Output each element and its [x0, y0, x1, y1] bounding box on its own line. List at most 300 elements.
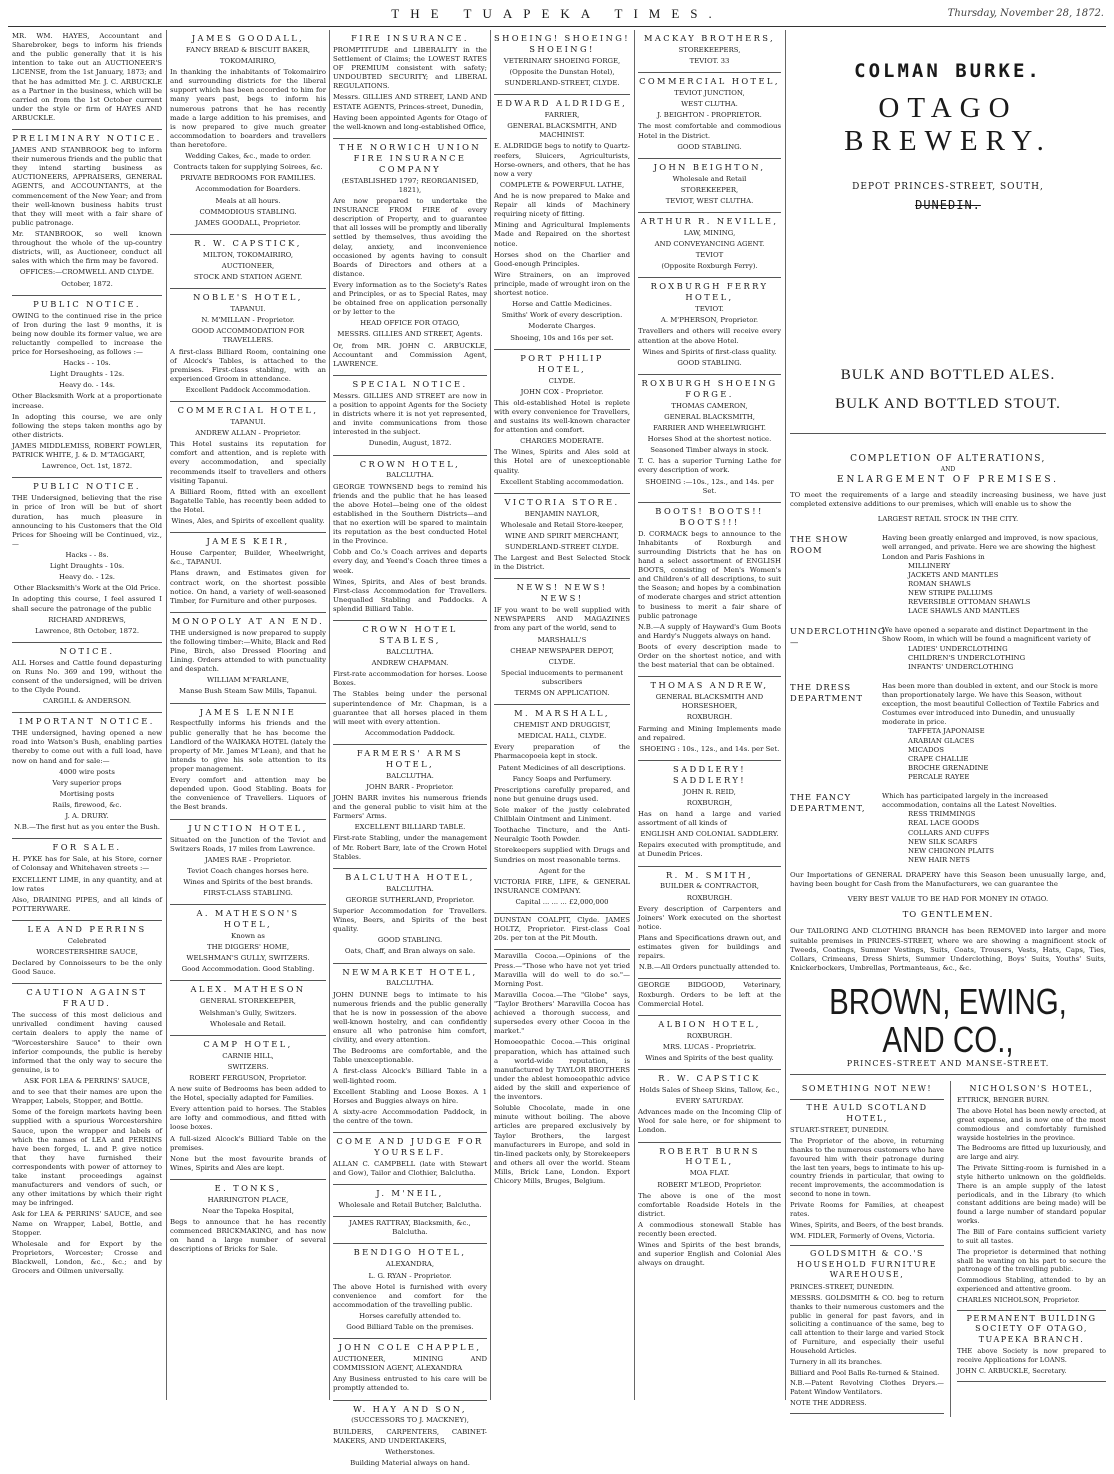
ad-text: Ask for LEA & PERRINS' SAUCE, and see Name on Wrapper, Label, Bottle, and Stopper.: [12, 1210, 162, 1237]
ad-text: Boots of every description made to Order on the shortest notice, and with the best material that can be obtained.: [638, 642, 781, 670]
ad-text: In thanking the inhabitants of Tokomairiro and surrounding districts for the liberal support which has been accorded to him for many years past, begs to inform his numerous patrons that he has recently made a large addition to his premises, and is now prepared to give much greater accommodation to boarders and travellers than heretofore.: [170, 68, 326, 150]
ad-text: Accommodation for Boarders.: [195, 185, 301, 194]
ad-text: SHOEING : 10s., 12s., and 14s. per Set.: [639, 744, 780, 753]
ad-text: JAMES MIDDLEMISS, ROBERT FOWLER, PATRICK WHITE, J. & D. M'TAGGART,: [12, 442, 162, 460]
advertisement: [333, 1133, 487, 1185]
advertisement: [494, 494, 630, 580]
ad-text: Messrs. GILLIES AND STREET are now in a position to appoint Agents for the Society in districts where it is not yet represented, and invite communications from those interested in the subject.: [333, 391, 487, 437]
ad-text: DUNSTAN COALPIT, Clyde. JAMES HOLTZ, Proprietor. First-class Coal 20s. per ton at the Pit Mouth.: [494, 916, 630, 943]
department-item: PERCALE RAYEE: [908, 772, 970, 781]
ad-text: A commodious stonewall Stable has recently been erected.: [638, 1220, 781, 1239]
ad-heading: JOHN BEIGHTON,: [653, 161, 766, 172]
ad-text: GOOD STABLING.: [377, 936, 443, 945]
ad-text: ANDREW ALLAN - Proprietor.: [195, 429, 301, 438]
newspaper-title: THE TUAPEKA TIMES.: [391, 6, 723, 21]
ad-heading: E. TONKS,: [214, 1182, 282, 1193]
ad-text: In adopting this course, I feel assured I shall secure the patronage of the public: [12, 595, 162, 613]
advertisement: [170, 981, 326, 1035]
ad-text: GENERAL BLACKSMITH, AND MACHINIST.: [507, 122, 617, 140]
ad-text: Repairs executed with promptitude, and at Dunedin Prices.: [638, 841, 781, 859]
ad-text: WILLIAM M'FARLANE,: [207, 676, 289, 685]
advertisement: [170, 704, 326, 820]
ad-text: Every description of Carpenters and Joiners' Work executed on the shortest notice.: [638, 904, 781, 931]
ad-heading: JAMES GOODALL,: [191, 33, 305, 43]
column-rule: [166, 30, 167, 1400]
ad-text: Or, from MR. JOHN C. ARBUCKLE, Accountant and Commission Agent, LAWRENCE.: [333, 341, 487, 368]
ad-heading: ARTHUR R. NEVILLE,: [640, 216, 779, 227]
ad-text: Teviot Coach changes horses here.: [187, 866, 309, 875]
ad-text: Storekeepers supplied with Drugs and Sundries on most reasonable terms.: [494, 846, 630, 864]
ad-text: Welshman's Gully, Switzers.: [199, 1008, 297, 1017]
issue-date: Thursday, November 28, 1872.: [947, 8, 1104, 19]
department-item: NEW CHIGNON PLAITS: [908, 846, 994, 855]
advertisement: [333, 1339, 487, 1400]
ad-heading: CROWN HOTEL,: [359, 458, 461, 469]
ad-text: E. ALDRIDGE begs to notify to Quartz-reefers, Sluicers, Agriculturists, Horse-owners, and others, that he has now a very: [494, 142, 630, 178]
ad-text: EVERY SATURDAY.: [675, 1097, 744, 1106]
ad-text: Begs to announce that he has recently commenced BRICKMAKING, and has now on hand a large number of several descriptions of Bricks for Sale.: [170, 1218, 326, 1254]
department-item: CRAPE CHALLIE: [908, 754, 969, 763]
enlargement-heading: ENLARGEMENT OF PREMISES.: [836, 475, 1060, 485]
ad-text: Turnery in all its branches.: [790, 1357, 883, 1366]
ad-heading: PORT PHILIP HOTEL,: [520, 352, 604, 374]
ad-heading: THOMAS ANDREW,: [650, 680, 769, 691]
ad-text: First-rate accommodation for horses. Loose Boxes.: [333, 670, 487, 688]
ad-text: Smiths' Work of every description.: [501, 311, 623, 320]
advertisement: [638, 30, 781, 73]
brown-ewing-address: PRINCES-STREET AND MANSE-STREET.: [790, 1059, 1106, 1075]
ad-text: THE undersigned is now prepared to supply the following timber:—White, Black and Red Pine, Birch, also Dressed Flooring and Lining. Orders attended to with punctuality and despatch.: [170, 628, 326, 674]
department-name: THE DRESS DEPARTMENT: [790, 681, 864, 703]
ad-heading: PUBLIC NOTICE.: [33, 481, 141, 492]
column-1: [12, 30, 162, 1400]
ad-text: BALCLUTHA.: [386, 471, 434, 480]
ad-text: MARSHALL'S: [537, 635, 587, 644]
column-3: [333, 30, 487, 1467]
ad-text: Heavy do. - 12s.: [58, 573, 115, 582]
ad-text: SUNDERLAND-STREET CLYDE.: [505, 543, 619, 551]
advertisement: [12, 130, 162, 296]
department-body: [882, 792, 1106, 865]
department-text: Has been more than doubled in extent, and our Stock is more than proportionately large. We have this Season, without exception, the most beautiful Collection of Textile Fabrics and Costumes ever introduced into Dunedin, and unusually moderate in price.: [882, 681, 1100, 727]
and-word: AND: [940, 466, 956, 473]
advertisement: [12, 643, 162, 713]
ad-text: CARNIE HILL,: [222, 1051, 274, 1060]
ad-heading: JUNCTION HOTEL,: [188, 822, 308, 833]
ad-text: N. M'MILLAN - Proprietor.: [201, 316, 295, 325]
ad-text: D. CORMACK begs to announce to the Inhabitants of Roxburgh and surrounding Districts that he has on hand a select assortment of ENGLISH BOOTS, consisting of Men's Women's and Children's of all descriptions, to suit the Season; and hopes by a combination of moderate charges and strict attention to business to merit a fair share of public patronage: [638, 529, 781, 620]
ad-text: N.B.—The first hut as you enter the Bush.: [14, 823, 160, 832]
bottom-right-column: [951, 1081, 1106, 1417]
ad-text: L. G. RYAN - Proprietor.: [368, 1271, 452, 1280]
ad-text: Horse and Cattle Medicines.: [512, 300, 612, 309]
ad-text: Hacks - - 10s.: [63, 359, 111, 368]
ad-text: A full-sized Alcock's Billiard Table on the premises.: [170, 1134, 326, 1152]
ad-text: and to see that their names are upon the Wrapper, Labels, Stopper, and Bottle.: [12, 1088, 162, 1106]
department-item: JACKETS AND MANTLES: [908, 570, 999, 579]
department-body: [882, 626, 1106, 672]
ad-heading: NICHOLSON'S HOTEL,: [969, 1083, 1094, 1093]
ad-heading: THE AULD SCOTLAND HOTEL,: [806, 1103, 928, 1123]
ad-text: NOTE THE ADDRESS.: [790, 1399, 867, 1408]
advertisement: [638, 979, 781, 1015]
ad-heading: R. W. CAPSTICK: [658, 1073, 761, 1084]
completion-heading: COMPLETION OF ALTERATIONS,: [850, 454, 1046, 464]
bulk-ales: BULK AND BOTTLED ALES.: [840, 367, 1056, 383]
ad-text: ROBERT M'LEOD, Proprietor.: [657, 1180, 762, 1189]
advertisement: [638, 73, 781, 159]
ad-text: Horses carefully attended to.: [359, 1311, 461, 1320]
ad-text: Other Blacksmith Work at a proportionate increase.: [12, 392, 162, 410]
ad-text: JAMES RATTRAY, Blacksmith, &c., Balclutha.: [349, 1219, 471, 1237]
ad-heading: PUBLIC NOTICE.: [33, 298, 141, 309]
ad-text: FANCY BREAD & BISCUIT BAKER,: [185, 45, 311, 54]
advertisement: [12, 713, 162, 839]
ad-text: Holds Sales of Sheep Skins, Tallow, &c.,: [639, 1085, 780, 1094]
department-section: [790, 534, 1106, 616]
ad-text: Dunedin, August, 1872.: [368, 439, 452, 448]
ad-text: GOOD STABLING.: [677, 142, 742, 151]
ad-text: Wines, Spirits, and Beers, of the best brands.: [790, 1220, 944, 1229]
ad-text: JOHN BARR invites his numerous friends and the general public to visit him at the Farmers' Arms.: [333, 794, 487, 821]
ad-text: GEORGE TOWNSEND begs to remind his friends and the public that he has leased the above Hotel—being one of the oldest established in the Southern Districts—and that no exertion will be spared to maintain its reputation as the best conducted Hotel in the Province.: [333, 482, 487, 546]
ad-heading: NOTICE.: [59, 645, 115, 656]
ad-text: MRS. LUCAS - Proprietrix.: [662, 1042, 757, 1051]
ad-text: AUCTIONEER,: [221, 261, 275, 270]
ad-heading: A. MATHESON'S HOTEL,: [196, 908, 300, 930]
ad-heading: R. M. SMITH,: [666, 869, 753, 880]
ad-text: WORCESTERSHIRE SAUCE,: [36, 947, 138, 956]
advertisement: [957, 1084, 1106, 1311]
tailoring-text: Our TAILORING AND CLOTHING BRANCH has been REMOVED into larger and more suitable premises in PRINCES-STREET, where we are showing a magnificent stock of Tweeds, Coatings, Summer Vestings, Suits, Coats, Trousers, Vests, Hats, Caps, Ties, Collars, Crimeans, Dress Shirts, Summer Underclothing, Boys' Suits, Youths' Suits, Knickerbockers, Umbrellas, Portmanteaus, &c., &c.: [790, 927, 1106, 972]
ad-text: Contracts taken for supplying Soirees, &c.: [173, 163, 323, 172]
advertisement: [638, 1143, 781, 1275]
ad-text: Wines, Spirits, and Ales of best brands. First-class Accommodation for Travellers. Unequalled Stabling and Paddocks. A splendid Billiard Table.: [333, 577, 487, 613]
ad-heading: W. HAY AND SON,: [353, 1403, 467, 1414]
ad-text: And he is now prepared to Make and Repair all kinds of Machinery requiring nicety of fitting.: [494, 192, 630, 219]
ad-text: RICHARD ANDREWS,: [48, 615, 126, 624]
ad-text: A first-class Billiard Room, containing one of Alcock's Tables, is attached to the premises. First-class stabling, with an experienced Groom in attendance.: [170, 347, 326, 383]
ad-text: JOHN DUNNE begs to intimate to his numerous friends and the public generally that he is now in possession of the above well-known hostelry, and can confidently ensure all who patronise him comfort, civility, and every attention.: [333, 990, 487, 1045]
department-item: BROCHE GRENADINE: [908, 763, 989, 772]
ad-heading: CAMP HOTEL,: [203, 1038, 293, 1049]
ad-text: Meals at all hours.: [215, 196, 281, 205]
advertisement: [170, 1036, 326, 1180]
ad-text: Light Draughts - 12s.: [49, 370, 125, 379]
department-text: We have opened a separate and distinct Department in the Show Room, in which will be found a magnificent variety of: [882, 626, 1091, 644]
ad-text: H. PYKE has for Sale, at his Store, corner of Colonsay and Whitehaven streets :—: [12, 855, 162, 873]
ad-heading: FOR SALE.: [52, 842, 122, 853]
ad-text: Seasoned Timber always in stock.: [650, 446, 769, 455]
ad-text: SUNDERLAND-STREET, CLYDE.: [504, 79, 620, 88]
ad-text: J. BEIGHTON - PROPRIETOR.: [657, 111, 762, 120]
ad-text: The Private Sitting-room is furnished in a style hitherto unknown on the goldfields. There is an ample supply of the latest periodicals, and in the Library (to which constant additions are being made) will be found a large number of standard popular works.: [957, 1164, 1106, 1226]
advertisement: [638, 1016, 781, 1070]
advertisement: [494, 950, 630, 1192]
ad-text: A sixty-acre Accommodation Paddock, in the centre of the town.: [333, 1107, 487, 1125]
ad-text: Mining and Agricultural Implements Made and Repaired on the shortest notice.: [494, 221, 630, 248]
department-item: NEW STRIPE PALLUMS: [908, 588, 993, 597]
ad-text: AUCTIONEER, MINING AND COMMISSION AGENT, ALEXANDRA: [333, 1355, 487, 1373]
ad-heading: THE NORWICH UNION FIRE INSURANCE COMPANY: [338, 141, 481, 174]
ad-text: FARRIER,: [544, 111, 580, 120]
column-rule: [785, 30, 786, 1400]
ad-heading: SOMETHING NOT NEW!: [801, 1083, 933, 1093]
ad-heading: SHOEING! SHOEING! SHOEING!: [494, 33, 630, 54]
ad-text: SWITZERS.: [227, 1062, 269, 1071]
advertisement: [638, 213, 781, 278]
ad-text: ROXBURGH,: [686, 798, 733, 807]
advertisement: [12, 30, 162, 130]
ad-text: The Bedrooms are comfortable, and the Table unexceptionable.: [333, 1047, 487, 1065]
ad-text: Wire Strainers, on an improved principle, made of wrought iron on the shortest notice.: [494, 270, 630, 298]
ad-text: BUILDERS, CARPENTERS, CABINET-MAKERS, AND UNDERTAKERS,: [333, 1427, 487, 1445]
advertisement: [638, 159, 781, 213]
ad-text: T. C. has a superior Turning Lathe for every description of work.: [638, 457, 781, 475]
ad-text: Near the Tapeka Hospital,: [202, 1207, 294, 1216]
brewery-depot-address: DEPOT PRINCES-STREET, SOUTH,: [852, 182, 1044, 192]
ad-heading: NEWMARKET HOTEL,: [342, 966, 478, 977]
advertisement: [333, 456, 487, 622]
ad-text: GOOD ACCOMMODATION FOR TRAVELLERS.: [191, 327, 305, 345]
ad-heading: FIRE INSURANCE.: [351, 33, 469, 43]
ad-text: Declared by Connoisseurs to be the only Good Sauce.: [12, 959, 162, 977]
department-text: Having been greatly enlarged and improved, is now spacious, well arranged, and private. Here we are showing the highest London and Paris Fashions in: [882, 534, 1099, 561]
ad-text: Fancy Soaps and Perfumery.: [512, 774, 612, 783]
ad-text: Wines and Spirits of the best brands, and superior English and Colonial Ales always on draught.: [638, 1241, 781, 1268]
ad-text: Excellent Stabling accommodation.: [500, 477, 624, 486]
ad-text: BUILDER & CONTRACTOR,: [659, 882, 760, 891]
advertisement: [494, 579, 630, 705]
advertisement: [494, 95, 630, 349]
department-name: THE SHOW ROOM: [790, 534, 849, 556]
ad-text: Manse Bush Steam Saw Mills, Tapanui.: [179, 687, 317, 696]
department-item: TAFFETA JAPONAISE: [908, 727, 985, 736]
importations-text: Our Importations of GENERAL DRAPERY have this Season been unusually large, and, having been bought for Cash from the Manufacturers, we can guarantee the: [790, 870, 1106, 889]
ad-heading: SADDLERY! SADDLERY!: [673, 763, 746, 785]
ad-text: Good Billiard Table on the premises.: [346, 1323, 474, 1332]
ad-heading: ALEX. MATHESON: [190, 984, 306, 995]
ad-heading: CAUTION AGAINST FRAUD.: [26, 987, 148, 1009]
ad-text: PROMPTITUDE and LIBERALITY in the Settlement of Claims; the LOWEST RATES OF PREMIUM consistent with safety; UNDOUBTED SECURITY; and LIBERAL REGULATIONS.: [333, 45, 487, 91]
ad-text: JOHN C. ARBUCKLE, Secretary.: [957, 1367, 1067, 1376]
ad-text: Oats, Chaff, and Bran always on sale.: [344, 947, 476, 956]
advertisement: [170, 1180, 326, 1261]
ad-text: This old-established Hotel is replete with every convenience for Travellers, and sustains its well-known character for attention and comfort.: [494, 398, 630, 435]
department-item: INFANTS' UNDERCLOTHING: [908, 662, 1014, 671]
ad-text: Horses shod on the Charlier and Good-enough Principles.: [494, 250, 630, 268]
ad-text: Horses Shod at the shortest notice.: [647, 435, 772, 444]
department-item: NEW SILK SCARFS: [908, 837, 978, 846]
advertisement: [333, 869, 487, 964]
ad-text: Wholesale and Retail.: [210, 1019, 286, 1028]
ad-text: Lawrence, Oct. 1st, 1872.: [41, 462, 133, 471]
ad-heading: PRELIMINARY NOTICE.: [12, 133, 162, 144]
ad-text: Light Draughts - 10s.: [49, 562, 125, 571]
ad-text: Maravilla Cocoa.—Opinions of the Press.—"Those who have not yet tried Maravilla will do well to do so."—Morning Post.: [494, 952, 630, 988]
ad-text: Every preparation of the Pharmacopoeia kept in stock.: [494, 743, 630, 761]
ad-text: GEORGE BIDGOOD, Veterinary, Roxburgh. Orders to be left at the Commercial Hotel.: [638, 981, 781, 1008]
ad-heading: CROWN HOTEL STABLES,: [362, 624, 458, 646]
ad-text: COMMODIOUS STABLING.: [199, 207, 297, 216]
ad-text: Heavy do. - 14s.: [58, 381, 115, 390]
column-4: [494, 30, 630, 1400]
ad-text: Other Blacksmith's Work at the Old Price.: [13, 584, 161, 593]
ad-text: Special inducements to permanent subscribers: [500, 668, 623, 686]
department-item: REAL LACE GOODS: [908, 819, 980, 828]
ad-text: (Opposite Roxburgh Ferry).: [661, 262, 758, 271]
ad-text: (ESTABLISHED 1797; REORGANISED, 1821),: [341, 176, 479, 194]
bottom-advertisements: [790, 1081, 1106, 1417]
masthead: [8, 4, 1106, 27]
advertisement: [12, 839, 162, 921]
ad-text: In adopting this course, we are only following the steps taken months ago by other districts.: [12, 412, 162, 439]
ad-text: Plans drawn, and Estimates given for contract work, on the shortest possible notice. On hand, a variety of well-seasoned Timber, for Furniture and other purposes.: [170, 569, 326, 605]
ad-text: Wedding Cakes, &c., made to order.: [185, 152, 311, 161]
ad-text: Good Accommodation. Good Stabling.: [181, 965, 315, 974]
ad-text: FARRIER AND WHEELWRIGHT.: [653, 424, 766, 433]
advertisement: [12, 984, 162, 1282]
ad-text: Also, DRAINING PIPES, and all kinds of POTTERYWARE.: [12, 895, 162, 913]
advertisement: [333, 964, 487, 1134]
intro-text: TO meet the requirements of a large and steadily increasing business, we have just completed extensive additions to our premises, which will enable us to show the: [790, 491, 1106, 509]
ad-text: Cobb and Co.'s Coach arrives and departs every day, and Yeend's Coach three times a week.: [333, 548, 487, 575]
ad-text: STOREKEEPERS,: [678, 45, 741, 54]
ad-text: OWING to the continued rise in the price of Iron during the last 9 months, it is being now double its former value, we are reluctantly compelled to increase the price for Horseshoeing, as follows :—: [12, 311, 162, 357]
ad-text: THE DIGGERS' HOME,: [206, 943, 290, 952]
advertisement: [12, 921, 162, 984]
department-text: Which has participated largely in the increased accommodation, contains all the Latest Novelties.: [882, 792, 1057, 810]
ad-text: LAW, MINING,: [683, 228, 736, 237]
ad-text: SHOEING :—10s., 12s., and 14s. per Set.: [645, 477, 774, 495]
ad-text: 4000 wire posts: [59, 767, 115, 776]
ad-text: The above Hotel has been newly erected, at great expense, and is now one of the most commodious and comfortably furnished wayside hostelries in the province.: [957, 1107, 1106, 1142]
ad-text: OFFICES:—CROMWELL AND CLYDE.: [19, 268, 155, 277]
ad-text: BENJAMIN NAYLOR,: [524, 509, 600, 518]
ad-text: Excellent Stabling and Loose Boxes. A 1 Horses and Buggies always on hire.: [333, 1087, 487, 1105]
advertisement: [333, 376, 487, 456]
ad-text: The most comfortable and commodious Hotel in the District.: [638, 122, 781, 140]
ad-heading: ROXBURGH SHOEING FORGE.: [641, 377, 778, 399]
department-section: [790, 626, 1106, 672]
ad-heading: MONOPOLY AT AN END.: [171, 615, 325, 626]
ad-text: Building Material always on hand.: [350, 1458, 470, 1467]
department-item: ROMAN SHAWLS: [908, 579, 971, 588]
ad-text: Shoeing, 10s and 16s per set.: [510, 333, 614, 342]
ad-heading: COME AND JUDGE FOR YOURSELF.: [336, 1136, 484, 1158]
ad-text: Excellent Paddock Accommodation.: [185, 385, 311, 394]
advertisement: [170, 30, 326, 235]
ad-text: Moderate Charges.: [528, 322, 596, 331]
ad-text: PRINCES-STREET, DUNEDIN.: [790, 1283, 894, 1292]
advertisement: [170, 289, 326, 402]
department-item: CHILDREN'S UNDERCLOTHING: [908, 653, 1026, 662]
ad-text: TERMS ON APPLICATION.: [514, 689, 610, 698]
ad-text: ETTRICK, BENGER BURN.: [957, 1096, 1050, 1105]
ad-heading: NEWS! NEWS! NEWS!: [516, 582, 608, 604]
ad-text: Rails, firewood, &c.: [52, 801, 122, 810]
ad-text: TEVIOT, WEST CLUTHA.: [665, 196, 754, 205]
ad-heading: M. MARSHALL,: [514, 708, 610, 719]
departments-list: [790, 534, 1106, 865]
advertisement: [333, 1244, 487, 1339]
ad-heading: PERMANENT BUILDING SOCIETY OF OTAGO, TUAPEKA BRANCH.: [966, 1313, 1097, 1344]
bottom-left-column: [790, 1081, 951, 1417]
ad-heading: BOOTS! BOOTS!! BOOTS!!!: [655, 505, 764, 527]
ad-text: TEVIOT JUNCTION,: [674, 89, 745, 98]
advertisement: [333, 621, 487, 745]
ad-text: ALL Horses and Cattle found depasturing on Runs No. 369 and 199, without the consent of the undersigned, will be driven to the Clyde Pound.: [12, 658, 162, 695]
department-item: REVERSIBLE OTTOMAN SHAWLS: [908, 598, 1031, 607]
ad-text: Wholesale and Retail: [672, 174, 747, 183]
ad-heading: ROXBURGH FERRY HOTEL,: [650, 281, 769, 303]
ad-heading: FARMERS' ARMS HOTEL,: [356, 747, 464, 769]
column-2: [170, 30, 326, 1400]
ad-text: Maravilla Cocoa.—The "Globe" says, "Taylor Brothers' Maravilla Cocoa has achieved a thorough success, and supersedes every other Cocoa in the market.": [494, 990, 630, 1036]
ad-text: Superior Accommodation for Travellers. Wines, Beers, and Spirits of the best quality.: [333, 906, 487, 934]
ad-text: Wines and Spirits of first-class quality.: [642, 347, 777, 356]
colman-burke-name: COLMAN BURKE.: [854, 60, 1042, 82]
ad-heading: R. W. CAPSTICK,: [194, 237, 302, 248]
best-value-line: VERY BEST VALUE TO BE HAD FOR MONEY IN OTAGO.: [847, 895, 1049, 904]
ad-text: ASK FOR LEA & PERRINS' SAUCE,: [24, 1076, 150, 1085]
ad-text: HARRINGTON PLACE,: [207, 1195, 289, 1204]
bulk-stout: BULK AND BOTTLED STOUT.: [790, 396, 1106, 434]
department-body: [882, 682, 1106, 782]
department-item: ARABIAN GLACES: [908, 736, 975, 745]
ad-text: Advances made on the Incoming Clip of Wool for sale here, or for shipment to London.: [638, 1108, 781, 1135]
department-body: [882, 534, 1106, 616]
ad-text: JOHN BARR - Proprietor.: [366, 782, 454, 791]
advertisement: [790, 1249, 944, 1414]
advertisement: [638, 375, 781, 503]
ad-text: TEVIOT: [695, 251, 724, 260]
advertisement: [333, 139, 487, 376]
ad-text: CHEMIST AND DRUGGIST,: [513, 721, 611, 730]
ad-text: A new suite of Bedrooms has been added to the Hotel, specially adapted for Families.: [170, 1085, 326, 1103]
brown-ewing-advertisement: [790, 454, 1106, 1075]
ad-text: A first-class Alcock's Billiard Table in a well-lighted room.: [333, 1067, 487, 1085]
ad-text: VICTORIA FIRE, LIFE, & GENERAL INSURANCE COMPANY.: [494, 877, 630, 895]
column-rule: [634, 30, 635, 1400]
ad-text: THOMAS CAMERON,: [671, 401, 748, 410]
advertisement: [170, 402, 326, 533]
ad-text: Wetherstones.: [385, 1447, 435, 1456]
advertisement: [494, 914, 630, 950]
ad-text: FIRST-CLASS STABLING.: [203, 889, 293, 898]
ad-text: ANDREW CHAPMAN.: [371, 659, 449, 668]
advertisement: [170, 613, 326, 704]
ad-text: Toothache Tincture, and the Anti-Neuralgic Tooth Powder.: [494, 826, 630, 844]
ad-text: Hacks - - 8s.: [65, 550, 109, 559]
department-section: [790, 682, 1106, 782]
ad-heading: ROBERT BURNS HOTEL,: [659, 1145, 760, 1167]
ad-heading: COMMERCIAL HOTEL,: [639, 76, 780, 87]
ad-text: ROXBURGH.: [686, 893, 733, 902]
ad-text: CLYDE.: [548, 376, 576, 385]
ad-heading: SPECIAL NOTICE.: [352, 378, 468, 389]
ad-text: MOA FLAT.: [689, 1169, 730, 1178]
department-item: RESS TRIMMINGS: [908, 810, 976, 819]
ad-heading: BENDIGO HOTEL,: [353, 1247, 467, 1258]
ad-text: TEVIOT. 33: [689, 57, 730, 66]
ad-text: TEVIOT.: [695, 305, 724, 314]
ad-text: Messrs. GILLIES AND STREET, LAND AND ESTATE AGENTS, Princes-street, Dunedin,: [333, 93, 487, 111]
ad-text: CLYDE.: [548, 657, 576, 666]
ad-text: MESSRS. GOLDSMITH & CO. beg to return thanks to their numerous customers and the public in general for past favors, and in soliciting a continuance of the same, beg to call attention to their large and varied Stock of Furniture, and especially their useful Household Articles.: [790, 1293, 944, 1355]
advertisement: [494, 30, 630, 95]
ad-text: WEST CLUTHA.: [681, 100, 738, 109]
